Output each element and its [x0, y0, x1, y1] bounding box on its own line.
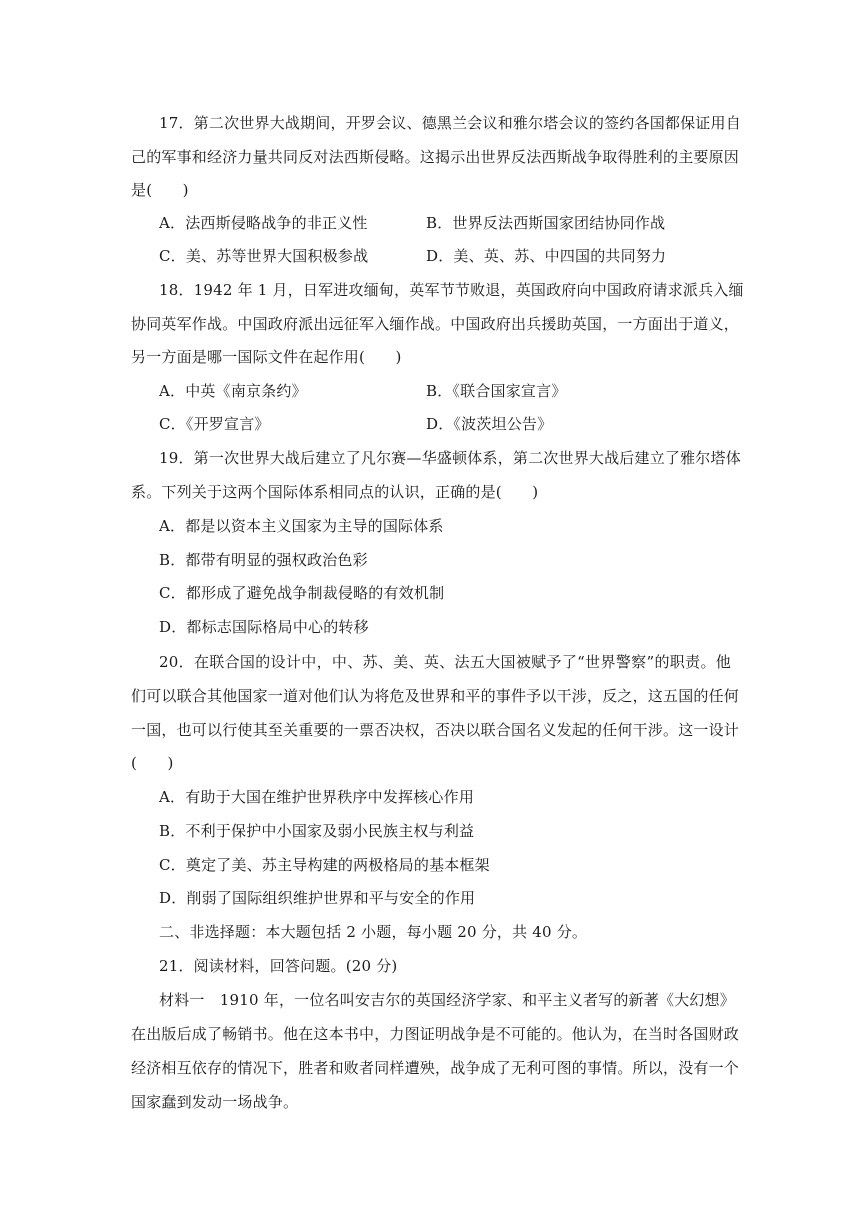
q17-line-2: 己的军事和经济力量共同反对法西斯侵略。这揭示出世界反法西斯战争取得胜利的主要原因 — [131, 148, 740, 166]
q20-option-b: B．不利于保护中小国家及弱小民族主权与利益 — [159, 822, 475, 840]
q18-option-a: A．中英《南京条约》 — [159, 382, 307, 400]
q19-option-b: B．都带有明显的强权政治色彩 — [159, 551, 368, 569]
q20-option-c: C．奠定了美、苏主导构建的两极格局的基本框架 — [159, 856, 490, 874]
q19-line-1: 19．第一次世界大战后建立了凡尔赛—华盛顿体系，第二次世界大战后建立了雅尔塔体 — [159, 449, 741, 467]
q20-line-2: 们可以联合其他国家一道对他们认为将危及世界和平的事件予以干涉，反之，这五国的任何 — [131, 687, 740, 705]
q21-stem: 21．阅读材料，回答问题。(20 分) — [159, 957, 398, 975]
q20-line-1: 20．在联合国的设计中，中、苏、美、英、法五大国被赋予了“世界警察”的职责。他 — [159, 653, 731, 671]
q18-option-b: B．《联合国家宣言》 — [426, 382, 567, 400]
q17-line-3: 是( ) — [131, 181, 189, 199]
q18-line-1: 18．1942 年 1 月，日军进攻缅甸，英军节节败退，英国政府向中国政府请求派兵入缅 — [159, 281, 744, 299]
q20-line-3: 一国，也可以行使其至关重要的一票否决权，否决以联合国名义发起的任何干涉。这一设计 — [131, 721, 740, 739]
q20-option-a: A．有助于大国在维护世界秩序中发挥核心作用 — [159, 788, 475, 806]
q18-option-d: D．《波茨坦公告》 — [426, 415, 553, 433]
q20-option-d: D．削弱了国际组织维护世界和平与安全的作用 — [159, 889, 476, 907]
q19-option-d: D．都标志国际格局中心的转移 — [159, 618, 369, 636]
q19-line-2: 系。下列关于这两个国际体系相同点的认识，正确的是( ) — [131, 483, 539, 501]
q17-option-a: A．法西斯侵略战争的非正义性 — [159, 214, 368, 232]
q18-line-2: 协同英军作战。中国政府派出远征军入缅作战。中国政府出兵援助英国，一方面出于道义， — [131, 315, 740, 333]
section-2-heading: 二、非选择题：本大题包括 2 小题，每小题 20 分，共 40 分。 — [159, 923, 588, 941]
q21-material1-line-1: 材料一 1910 年，一位名叫安吉尔的英国经济学家、和平主义者写的新著《大幻想》 — [159, 991, 735, 1009]
q18-line-3: 另一方面是哪一国际文件在起作用( ) — [131, 348, 402, 366]
q17-option-c: C．美、苏等世界大国积极参战 — [159, 247, 369, 265]
q19-option-a: A．都是以资本主义国家为主导的国际体系 — [159, 517, 444, 535]
q17-line-1: 17．第二次世界大战期间，开罗会议、德黑兰会议和雅尔塔会议的签约各国都保证用自 — [159, 114, 741, 132]
q21-material1-line-2: 在出版后成了畅销书。他在这本书中，力图证明战争是不可能的。他认为，在当时各国财政 — [131, 1025, 740, 1043]
q17-option-b: B．世界反法西斯国家团结协同作战 — [426, 214, 666, 232]
q19-option-c: C．都形成了避免战争制裁侵略的有效机制 — [159, 584, 445, 602]
q18-option-c: C．《开罗宣言》 — [159, 415, 270, 433]
q20-line-4: ( ) — [131, 754, 174, 772]
q21-material1-line-4: 国家蠢到发动一场战争。 — [131, 1093, 299, 1111]
q21-material1-line-3: 经济相互依存的情况下，胜者和败者同样遭殃，战争成了无利可图的事情。所以，没有一个 — [131, 1059, 740, 1077]
q17-option-d: D．美、英、苏、中四国的共同努力 — [426, 247, 667, 265]
